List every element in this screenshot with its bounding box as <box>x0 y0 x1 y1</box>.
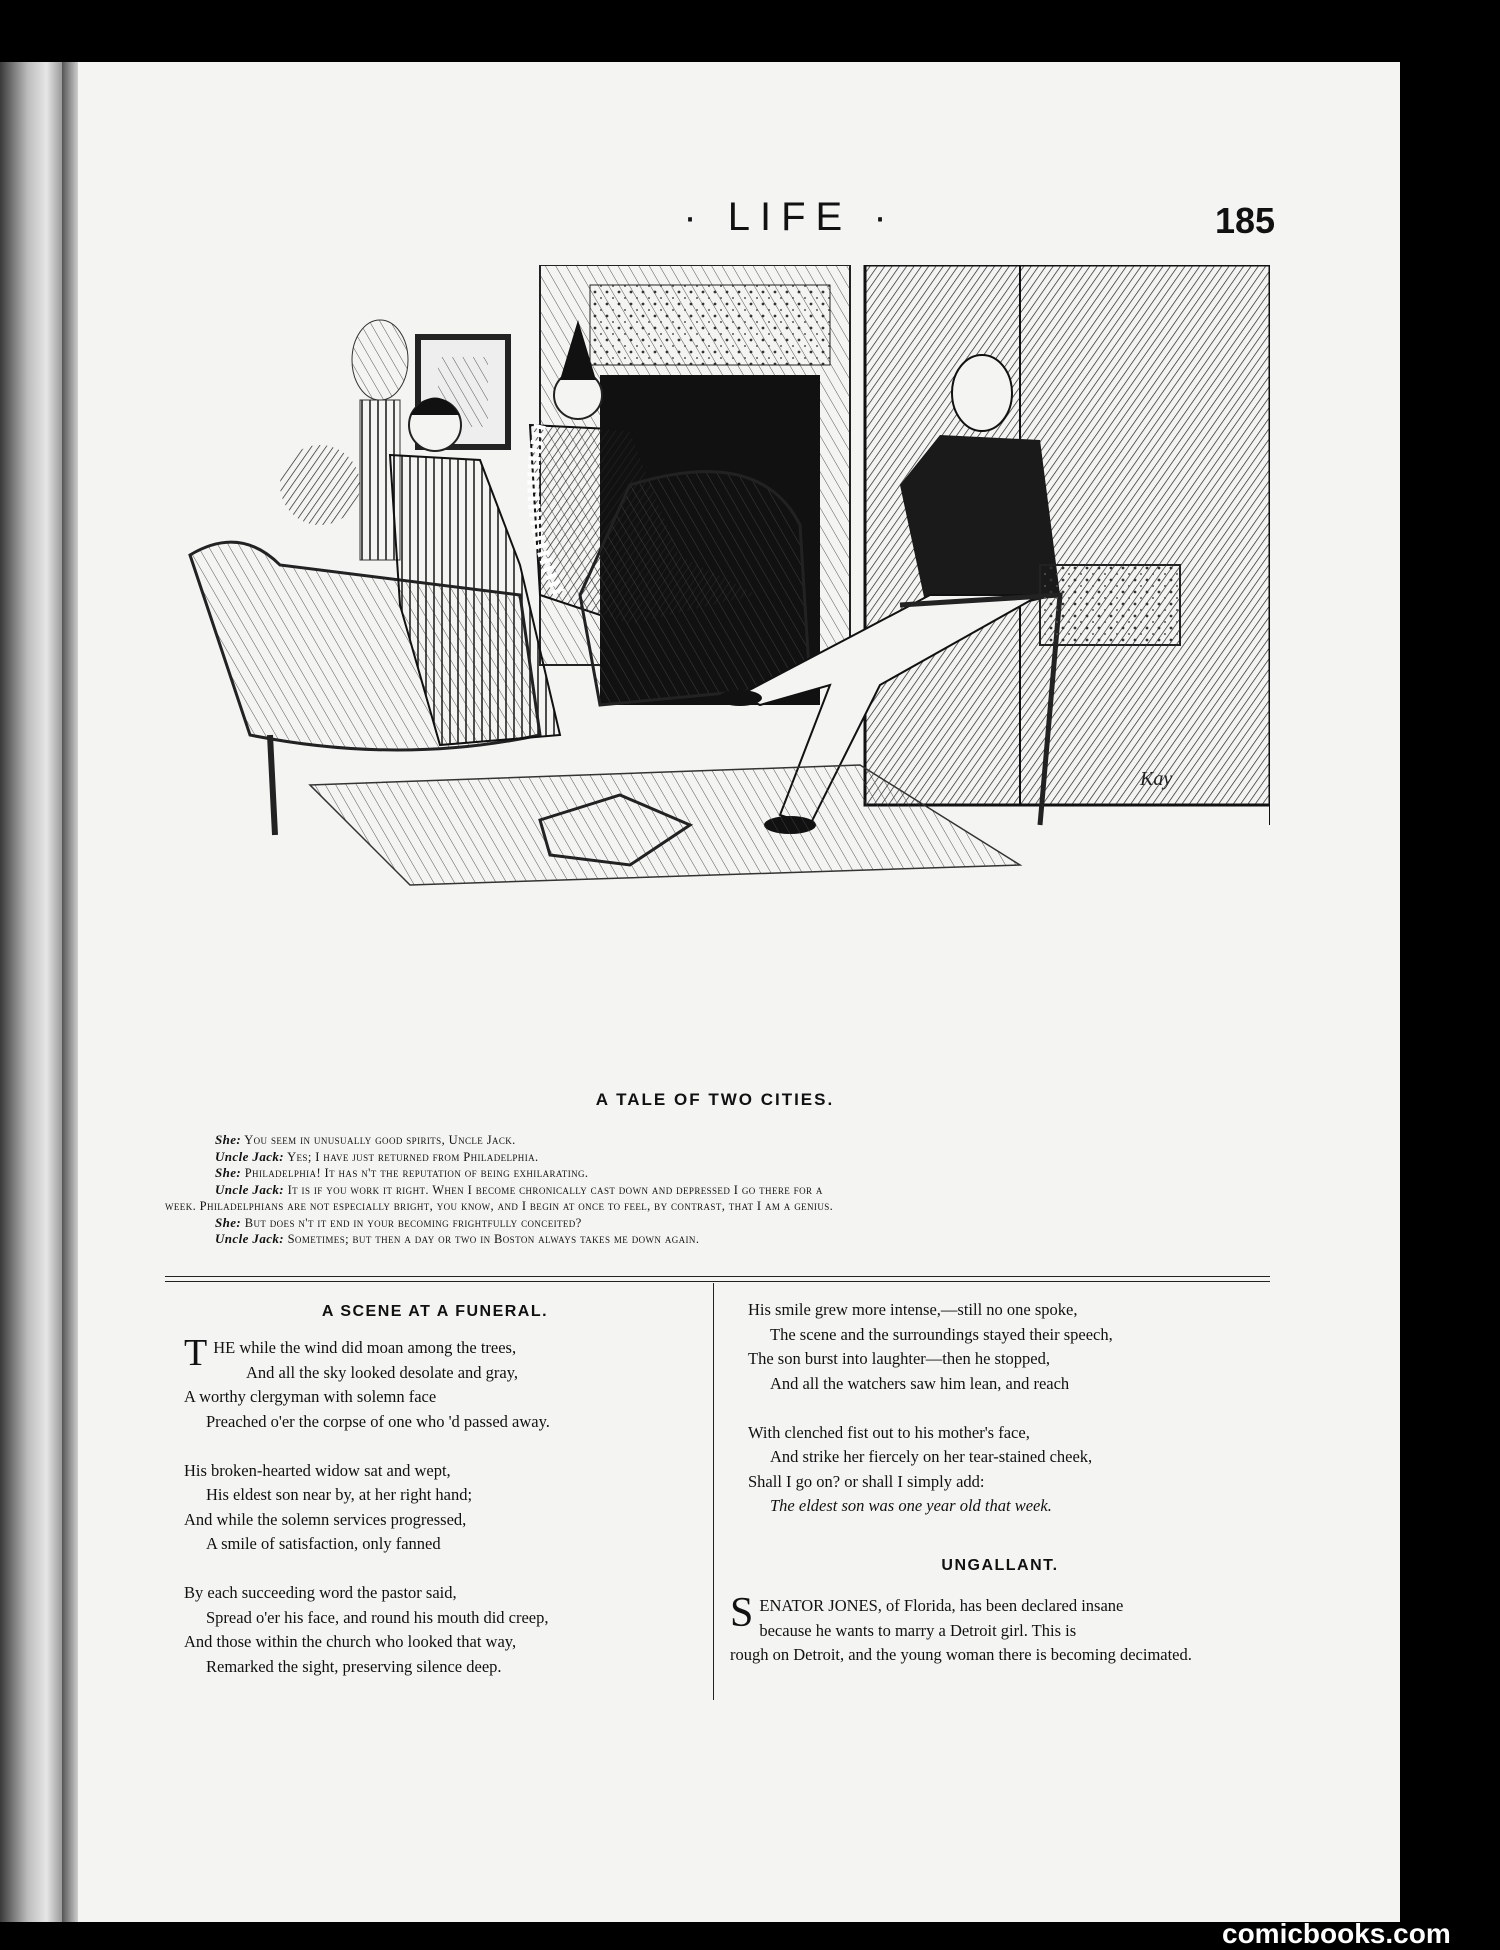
dialogue-text: Yes; I have just returned from Philadelphia. <box>287 1149 539 1164</box>
poem-line: And all the watchers saw him lean, and reach <box>770 1373 1070 1393</box>
poem-line: With clenched fist out to his mother's face, <box>748 1422 1030 1442</box>
lamp-globe <box>352 320 408 400</box>
dialogue-line <box>170 1132 1280 1149</box>
article-line: rough on Detroit, and the young woman there is becoming decimated. <box>730 1645 1192 1664</box>
dialogue-text: Philadelphia! It has n't the reputation of being exhilarating. <box>244 1166 589 1180</box>
poem-line: His eldest son near by, at her right hand; <box>206 1485 473 1504</box>
dialogue-text: Sometimes; but then a day or two in Boston always takes me down again. <box>287 1232 700 1246</box>
man-head <box>952 355 1012 431</box>
drop-cap: S <box>730 1590 754 1636</box>
poem-line: And while the solemn services progressed, <box>184 1509 467 1529</box>
dialogue-line <box>170 1165 1280 1182</box>
dialogue-line <box>170 1182 1280 1199</box>
article-line: ENATOR JONES, of Florida, has been declared insane <box>759 1596 1124 1615</box>
poem-line: By each succeeding word the pastor said, <box>184 1583 457 1602</box>
article-title: UNGALLANT. <box>941 1557 1059 1574</box>
poem-line: The scene and the surroundings stayed their speech, <box>770 1324 1113 1344</box>
artist-signature: Kay <box>1140 768 1173 790</box>
poem-line: And those within the church who looked that way, <box>184 1632 517 1651</box>
dialogue-text: week. Philadelphians are not especially bright, you know, and I begin at once to feel, by contrast, that I am a genius. <box>165 1199 834 1213</box>
cartoon-illustration <box>160 265 1270 1065</box>
section-rule-bottom <box>165 1281 1270 1282</box>
speaker: She: <box>215 1165 242 1180</box>
dialogue-line <box>170 1149 1280 1166</box>
page-number: 185 <box>1215 200 1276 241</box>
poem-line: A worthy clergyman with solemn face <box>184 1387 437 1406</box>
dialogue-line <box>170 1215 1280 1232</box>
dialogue-text: It is if you work it right. When I become chronically cast down and depressed I go there for a <box>287 1182 823 1197</box>
section-rule-top <box>165 1276 1270 1277</box>
poem-right-column <box>748 1298 1113 1519</box>
drop-cap: T <box>184 1332 208 1374</box>
speaker: She: <box>215 1214 242 1230</box>
speaker: She: <box>215 1132 242 1147</box>
article-line: because he wants to marry a Detroit girl. This is <box>759 1620 1077 1640</box>
poem-left-column <box>184 1332 550 1679</box>
dialogue-text: But does n't it end in your becoming frightfully conceited? <box>244 1215 582 1230</box>
poem-line: His broken-hearted widow sat and wept, <box>184 1460 451 1480</box>
speaker: Uncle Jack: <box>215 1148 285 1164</box>
dialogue-line <box>165 1198 1280 1215</box>
curtain-border <box>590 285 830 365</box>
poem-title: A SCENE AT A FUNERAL. <box>321 1303 549 1320</box>
poem-line: The son burst into laughter—then he stopped, <box>748 1349 1050 1368</box>
cartoon-dialogue <box>165 1132 1280 1248</box>
dialogue-text: You seem in unusually good spirits, Uncle Jack. <box>244 1133 516 1147</box>
poem-line: The eldest son was one year old that week. <box>770 1496 1052 1515</box>
speaker: Uncle Jack: <box>215 1181 285 1197</box>
watermark: comicbooks.com <box>1222 1918 1451 1949</box>
poem-line: Preached o'er the corpse of one who 'd passed away. <box>206 1411 550 1431</box>
poem-line: A smile of satisfaction, only fanned <box>206 1534 441 1553</box>
poem-line: THE while the wind did moan among the trees, <box>184 1332 517 1374</box>
poem-line: His smile grew more intense,—still no one spoke, <box>748 1300 1078 1319</box>
article-body <box>730 1590 1270 1668</box>
magazine-title: · LIFE · <box>683 195 897 239</box>
dialogue-line <box>170 1231 1280 1248</box>
column-divider <box>713 1283 714 1700</box>
side-table <box>1040 565 1180 645</box>
poem-line: Remarked the sight, preserving silence deep. <box>206 1656 502 1676</box>
poem-line: Spread o'er his face, and round his mouth did creep, <box>206 1607 549 1627</box>
poem-line: And all the sky looked desolate and gray, <box>246 1362 519 1382</box>
left-page-edge <box>0 62 62 1922</box>
plant <box>280 445 360 525</box>
poem-line: And strike her fiercely on her tear-stained cheek, <box>770 1447 1093 1466</box>
poem-line: Shall I go on? or shall I simply add: <box>748 1471 985 1491</box>
speaker: Uncle Jack: <box>215 1231 285 1246</box>
cartoon-caption-title: A TALE OF TWO CITIES. <box>595 1090 835 1109</box>
